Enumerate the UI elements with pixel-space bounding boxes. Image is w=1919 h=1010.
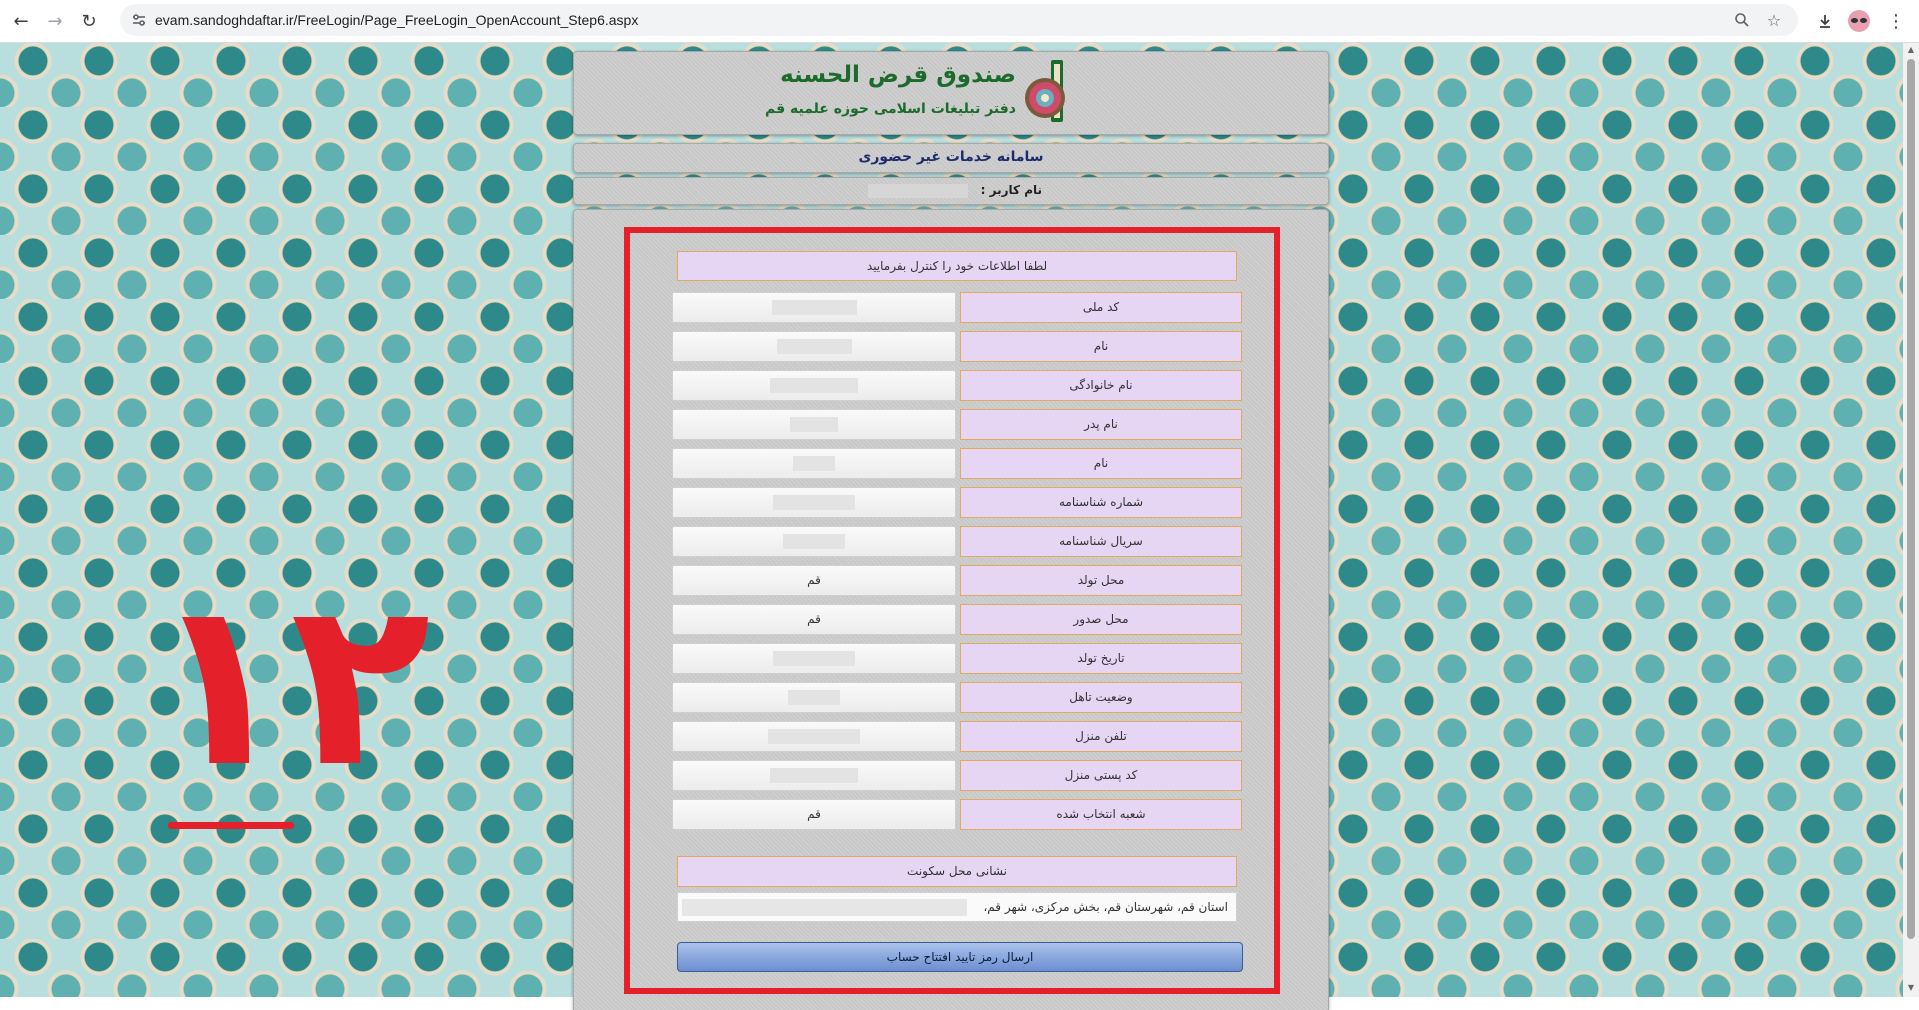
- masked-value: [772, 300, 857, 315]
- scroll-down-icon[interactable]: ▼: [1907, 983, 1915, 992]
- row-value: [672, 643, 956, 674]
- masked-value: [783, 534, 845, 549]
- header-subtitle: دفتر تبلیغات اسلامی حوزه علمیه قم: [764, 101, 1016, 117]
- table-row: [672, 292, 1242, 323]
- row-label: شماره شناسنامه: [960, 487, 1242, 518]
- form-area: [573, 209, 1329, 1010]
- row-label: نام خانوادگی: [960, 370, 1242, 401]
- url-text[interactable]: evam.sandoghdaftar.ir/FreeLogin/Page_FreeLogin_OpenAccount_Step6.aspx: [155, 12, 639, 28]
- table-row: [672, 409, 1242, 440]
- step-number-underline: [168, 822, 294, 829]
- service-title: سامانه خدمات غیر حضوری: [858, 149, 1044, 165]
- scroll-thumb[interactable]: [1907, 59, 1915, 939]
- row-label: نام پدر: [960, 409, 1242, 440]
- row-value: [672, 448, 956, 479]
- row-label: کد ملی: [960, 292, 1242, 323]
- menu-icon[interactable]: ⋮: [1887, 10, 1905, 32]
- site-settings-icon[interactable]: [130, 11, 148, 29]
- browser-toolbar: [0, 0, 1919, 43]
- row-value: [672, 487, 956, 518]
- address-text: استان قم، شهرستان قم، بخش مرکزی، شهر قم،: [983, 900, 1228, 914]
- forward-icon[interactable]: →: [47, 10, 63, 32]
- masked-value: [788, 690, 840, 705]
- masked-value: [770, 768, 858, 783]
- highlight-frame: [624, 227, 1280, 994]
- masked-value: [773, 495, 855, 510]
- user-bar: [573, 177, 1329, 205]
- row-value: [672, 370, 956, 401]
- row-label: سریال شناسنامه: [960, 526, 1242, 557]
- address-bar[interactable]: [120, 4, 1798, 36]
- username-label: نام کاربر :: [980, 183, 1042, 197]
- header-title: صندوق قرض الحسنه: [780, 62, 1016, 88]
- masked-value: [777, 339, 852, 354]
- main-panel: [573, 51, 1327, 997]
- username-value-masked: [868, 184, 968, 198]
- row-value: [672, 331, 956, 362]
- table-row: [672, 682, 1242, 713]
- check-info-notice: لطفا اطلاعات خود را کنترل بفرمایید: [677, 251, 1237, 281]
- row-label: شعبه انتخاب شده: [960, 799, 1242, 830]
- row-label: وضعیت تاهل: [960, 682, 1242, 713]
- row-value: [672, 760, 956, 791]
- scroll-up-icon[interactable]: ▲: [1907, 45, 1915, 54]
- table-row: [672, 604, 1242, 635]
- profile-avatar[interactable]: [1848, 10, 1870, 32]
- service-bar: [573, 143, 1329, 173]
- row-value: [672, 682, 956, 713]
- table-row: [672, 331, 1242, 362]
- row-label: محل صدور: [960, 604, 1242, 635]
- masked-value: [773, 651, 855, 666]
- site-header: [573, 51, 1329, 135]
- table-row: [672, 721, 1242, 752]
- send-verification-code-button[interactable]: ارسال رمز تایید افتتاح حساب: [677, 942, 1243, 972]
- row-label: تاریخ تولد: [960, 643, 1242, 674]
- table-row: [672, 487, 1242, 518]
- back-icon[interactable]: ←: [13, 10, 29, 32]
- address-field: [677, 892, 1237, 922]
- table-row: [672, 526, 1242, 557]
- masked-value: [790, 417, 838, 432]
- address-masked-part: [682, 899, 967, 916]
- row-value: قم: [672, 604, 956, 635]
- masked-value: [793, 456, 835, 471]
- row-label: کد پستی منزل: [960, 760, 1242, 791]
- reload-icon[interactable]: ↻: [81, 10, 97, 32]
- table-row: [672, 799, 1242, 830]
- masked-value: [768, 729, 860, 744]
- row-label: نام: [960, 331, 1242, 362]
- row-value: [672, 526, 956, 557]
- table-row: [672, 643, 1242, 674]
- masked-value: [770, 378, 858, 393]
- row-value: [672, 721, 956, 752]
- row-value: [672, 292, 956, 323]
- zoom-icon[interactable]: [1732, 10, 1752, 30]
- table-row: [672, 370, 1242, 401]
- table-row: [672, 448, 1242, 479]
- row-value: قم: [672, 565, 956, 596]
- table-row: [672, 760, 1242, 791]
- address-label: نشانی محل سکونت: [677, 856, 1237, 887]
- row-label: تلفن منزل: [960, 721, 1242, 752]
- download-icon[interactable]: [1812, 8, 1838, 34]
- step-number-annotation: ۱۲: [150, 551, 431, 818]
- row-value: [672, 409, 956, 440]
- scrollbar[interactable]: [1903, 43, 1919, 997]
- bookmark-star-icon[interactable]: ☆: [1766, 10, 1782, 30]
- row-label: نام: [960, 448, 1242, 479]
- table-row: [672, 565, 1242, 596]
- fund-logo-icon: [1021, 58, 1077, 130]
- row-value: قم: [672, 799, 956, 830]
- row-label: محل تولد: [960, 565, 1242, 596]
